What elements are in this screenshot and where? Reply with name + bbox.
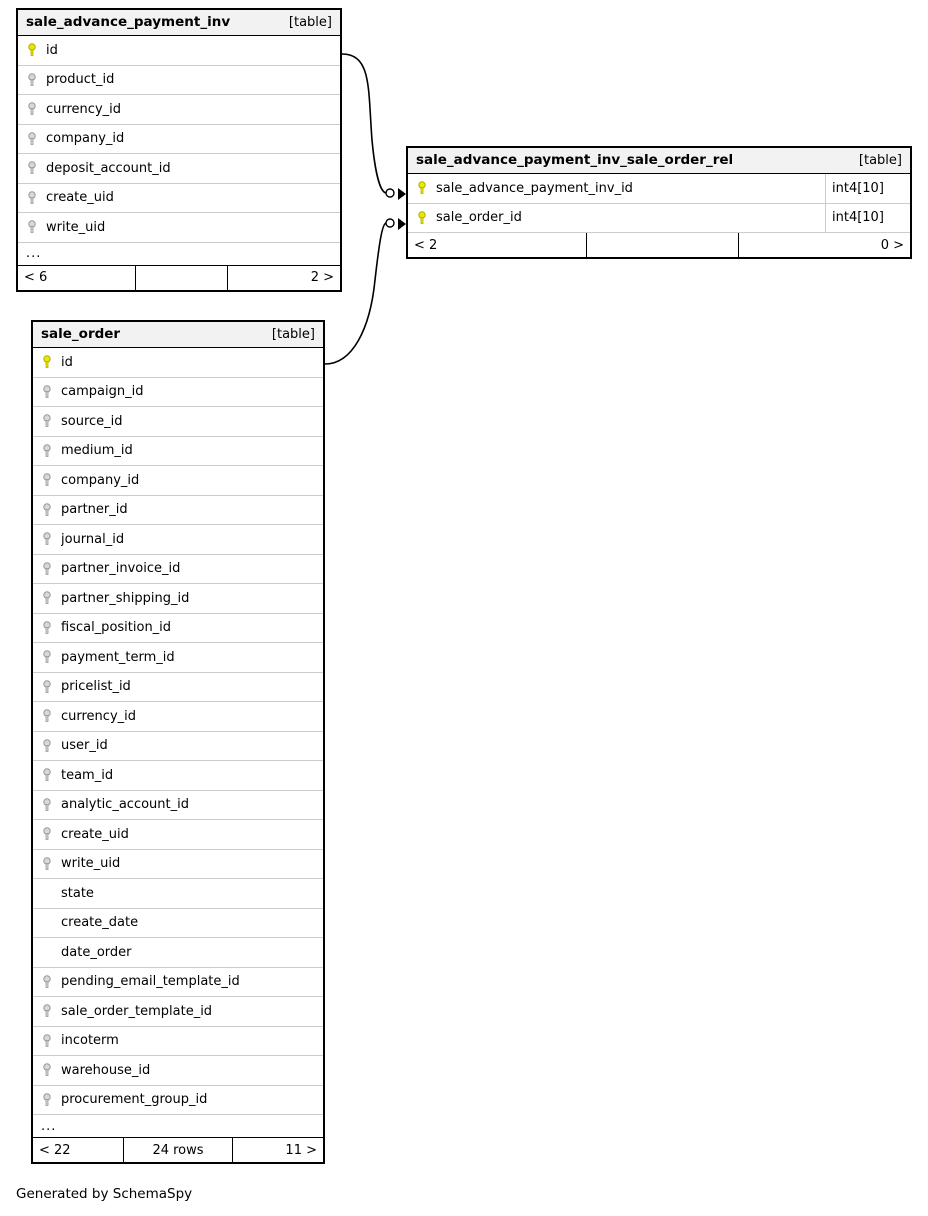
table-row[interactable] — [33, 407, 323, 437]
table-footer — [408, 233, 910, 257]
column-name: user_id — [61, 738, 108, 754]
table-title: sale_advance_payment_inv_sale_order_rel — [416, 152, 734, 168]
table-header — [18, 10, 340, 36]
column-name: sale_advance_payment_inv_id — [436, 180, 633, 196]
footer-prev-count[interactable]: < 6 — [24, 270, 48, 285]
table-row[interactable] — [33, 584, 323, 614]
column-type: int4[10] — [825, 204, 910, 233]
foreign-key-icon — [26, 220, 46, 234]
foreign-key-icon — [41, 1093, 61, 1107]
foreign-key-icon — [41, 532, 61, 546]
table-row[interactable] — [33, 614, 323, 644]
table-row[interactable] — [33, 997, 323, 1027]
table-footer — [33, 1138, 323, 1162]
table-row[interactable] — [33, 496, 323, 526]
column-name: id — [61, 354, 73, 370]
foreign-key-icon — [41, 827, 61, 841]
table-sale-order[interactable] — [31, 320, 325, 1164]
foreign-key-icon — [41, 591, 61, 605]
foreign-key-icon — [26, 191, 46, 205]
table-sale-advance-payment-inv[interactable] — [16, 8, 342, 292]
table-header — [33, 322, 323, 348]
table-row[interactable] — [18, 36, 340, 66]
primary-key-icon — [416, 181, 436, 195]
table-row[interactable] — [33, 938, 323, 968]
primary-key-icon — [26, 43, 46, 57]
table-row[interactable] — [18, 66, 340, 96]
table-sale-advance-payment-inv-sale-order-rel[interactable] — [406, 146, 912, 259]
column-name: currency_id — [61, 708, 137, 724]
foreign-key-icon — [41, 1034, 61, 1048]
column-name: procurement_group_id — [61, 1092, 208, 1108]
foreign-key-icon — [41, 739, 61, 753]
table-title: sale_order — [41, 326, 121, 342]
foreign-key-icon — [41, 709, 61, 723]
column-name: state — [61, 885, 94, 901]
more-columns-indicator: ... — [33, 1115, 323, 1138]
table-row[interactable] — [33, 791, 323, 821]
foreign-key-icon — [41, 680, 61, 694]
table-kind-label: [table] — [271, 326, 315, 342]
column-name: incoterm — [61, 1033, 119, 1049]
table-row[interactable] — [18, 154, 340, 184]
foreign-key-icon — [41, 798, 61, 812]
foreign-key-icon — [41, 444, 61, 458]
column-name: campaign_id — [61, 384, 144, 400]
column-name: pricelist_id — [61, 679, 131, 695]
footer-rows — [135, 266, 228, 290]
more-columns-indicator: ... — [18, 243, 340, 266]
generated-by-caption: Generated by SchemaSpy — [16, 1186, 193, 1202]
footer-rows — [586, 233, 739, 257]
column-name: write_uid — [61, 856, 121, 872]
foreign-key-icon — [41, 1063, 61, 1077]
foreign-key-icon — [26, 102, 46, 116]
foreign-key-icon — [41, 473, 61, 487]
table-row[interactable] — [18, 125, 340, 155]
foreign-key-icon — [41, 562, 61, 576]
foreign-key-icon — [41, 621, 61, 635]
column-name: partner_id — [61, 502, 128, 518]
table-row[interactable] — [33, 466, 323, 496]
column-name: sale_order_template_id — [61, 1003, 213, 1019]
column-name: create_uid — [46, 190, 114, 206]
table-row[interactable] — [33, 1056, 323, 1086]
table-row[interactable] — [33, 1027, 323, 1057]
column-name: write_uid — [46, 219, 106, 235]
foreign-key-icon — [26, 73, 46, 87]
column-name: company_id — [61, 472, 140, 488]
foreign-key-icon — [26, 132, 46, 146]
table-kind-label: [table] — [858, 152, 902, 168]
table-row[interactable] — [33, 643, 323, 673]
footer-next-count[interactable]: 0 > — [880, 237, 904, 253]
foreign-key-icon — [41, 650, 61, 664]
table-row[interactable] — [33, 879, 323, 909]
table-row[interactable] — [18, 213, 340, 243]
table-header — [408, 148, 910, 174]
table-kind-label: [table] — [288, 14, 332, 30]
footer-rows: 24 rows — [123, 1138, 233, 1162]
table-row[interactable] — [18, 184, 340, 214]
table-row[interactable] — [33, 702, 323, 732]
column-name: warehouse_id — [61, 1062, 151, 1078]
column-name: journal_id — [61, 531, 125, 547]
table-row[interactable] — [33, 820, 323, 850]
column-name: medium_id — [61, 443, 133, 459]
table-row[interactable] — [408, 204, 910, 234]
foreign-key-icon — [41, 1004, 61, 1018]
column-name: partner_shipping_id — [61, 590, 190, 606]
table-row[interactable] — [33, 525, 323, 555]
column-name: create_date — [61, 915, 139, 931]
column-name: partner_invoice_id — [61, 561, 181, 577]
table-row[interactable] — [33, 378, 323, 408]
column-name: date_order — [61, 944, 132, 960]
table-footer — [18, 266, 340, 290]
foreign-key-icon — [41, 503, 61, 517]
foreign-key-icon — [41, 385, 61, 399]
column-name: deposit_account_id — [46, 160, 171, 176]
table-row[interactable] — [33, 968, 323, 998]
column-name: payment_term_id — [61, 649, 175, 665]
column-name: company_id — [46, 131, 125, 147]
table-row[interactable] — [33, 732, 323, 762]
column-name: fiscal_position_id — [61, 620, 172, 636]
primary-key-icon — [41, 355, 61, 369]
table-row[interactable] — [33, 673, 323, 703]
column-name: analytic_account_id — [61, 797, 189, 813]
footer-prev-count[interactable]: < 22 — [39, 1142, 71, 1158]
column-name: team_id — [61, 767, 114, 783]
column-name: create_uid — [61, 826, 129, 842]
column-name: source_id — [61, 413, 123, 429]
column-name: id — [46, 42, 58, 58]
footer-next-count[interactable]: 11 > — [285, 1142, 317, 1158]
footer-prev-count[interactable]: < 2 — [414, 237, 438, 253]
table-row[interactable] — [408, 174, 910, 204]
table-row[interactable] — [33, 850, 323, 880]
foreign-key-icon — [26, 161, 46, 175]
foreign-key-icon — [41, 414, 61, 428]
foreign-key-icon — [41, 768, 61, 782]
table-row[interactable] — [33, 761, 323, 791]
table-row[interactable] — [33, 1086, 323, 1116]
footer-next-count[interactable]: 2 > — [310, 270, 334, 285]
table-row[interactable] — [33, 348, 323, 378]
table-row[interactable] — [18, 95, 340, 125]
primary-key-icon — [416, 211, 436, 225]
table-row[interactable] — [33, 909, 323, 939]
table-row[interactable] — [33, 437, 323, 467]
foreign-key-icon — [41, 975, 61, 989]
column-name: product_id — [46, 72, 115, 88]
table-row[interactable] — [33, 555, 323, 585]
column-name: currency_id — [46, 101, 122, 117]
foreign-key-icon — [41, 857, 61, 871]
table-title: sale_advance_payment_inv — [26, 14, 231, 30]
column-name: pending_email_template_id — [61, 974, 240, 990]
column-name: sale_order_id — [436, 210, 522, 226]
column-type: int4[10] — [825, 174, 910, 203]
